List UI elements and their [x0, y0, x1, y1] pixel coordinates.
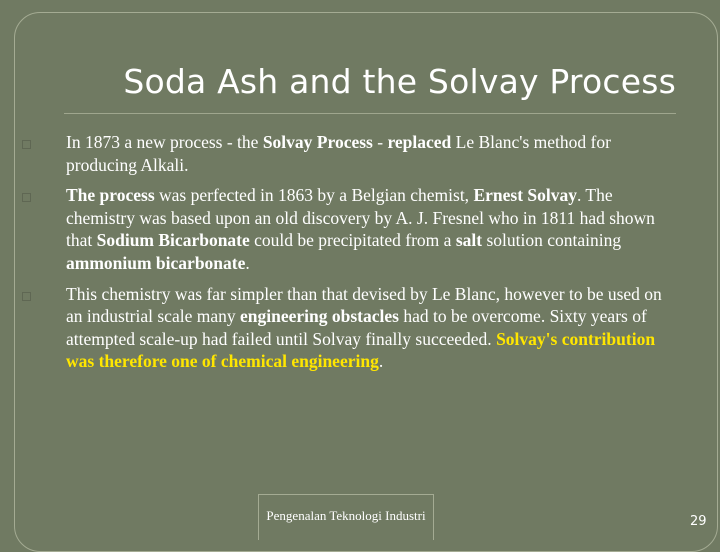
bold-text: ammonium bicarbonate — [66, 252, 246, 273]
bold-text: Sodium Bicarbonate — [96, 230, 250, 251]
highlighted-text: Solvay's contribution was therefore one of chemical engineering — [66, 328, 656, 372]
bold-text: engineering obstacles — [239, 306, 399, 327]
bullet-text: had to be overcome. Sixty years of attempted scale-up had failed until Solvay finally succeeded. — [66, 306, 647, 349]
page-number: 29 — [690, 514, 707, 529]
bold-text: Solvay Process — [262, 132, 373, 152]
bullet-text: solution containing — [482, 230, 622, 251]
square-bullet-icon — [22, 140, 31, 149]
bold-text: Ernest Solvay — [473, 185, 577, 206]
title-divider — [64, 113, 676, 114]
square-bullet-icon — [22, 292, 31, 301]
square-bullet-icon — [22, 193, 31, 202]
bullet-text: In 1873 a new process - the — [66, 132, 263, 152]
bullet-list — [18, 131, 674, 381]
bullet-text: was perfected in 1863 by a Belgian chemist, — [154, 185, 474, 206]
slide-title: Soda Ash and the Solvay Process — [123, 62, 676, 101]
bullet-text: This chemistry was far simpler than that devised by Le Blanc, however to be used on an industrial scale many — [66, 283, 662, 327]
bullet-text: . — [378, 351, 384, 372]
bold-text: The process — [66, 185, 155, 206]
bullet-text: - — [372, 132, 388, 152]
bullet-text: . — [245, 252, 250, 273]
bullet-item — [18, 131, 674, 176]
bullet-text: could be precipitated from a — [249, 230, 456, 251]
bullet-text: Le Blanc's method for producing Alkali. — [66, 132, 611, 175]
footer-text: Pengenalan Teknologi Industri — [258, 494, 434, 540]
bold-text: salt — [455, 230, 483, 251]
bullet-item — [18, 184, 674, 274]
bullet-item — [18, 283, 674, 373]
bullet-text: . The chemistry was based upon an old discovery by A. J. Fresnel who in 1811 had shown that — [66, 185, 655, 251]
bold-text: replaced — [387, 132, 452, 152]
